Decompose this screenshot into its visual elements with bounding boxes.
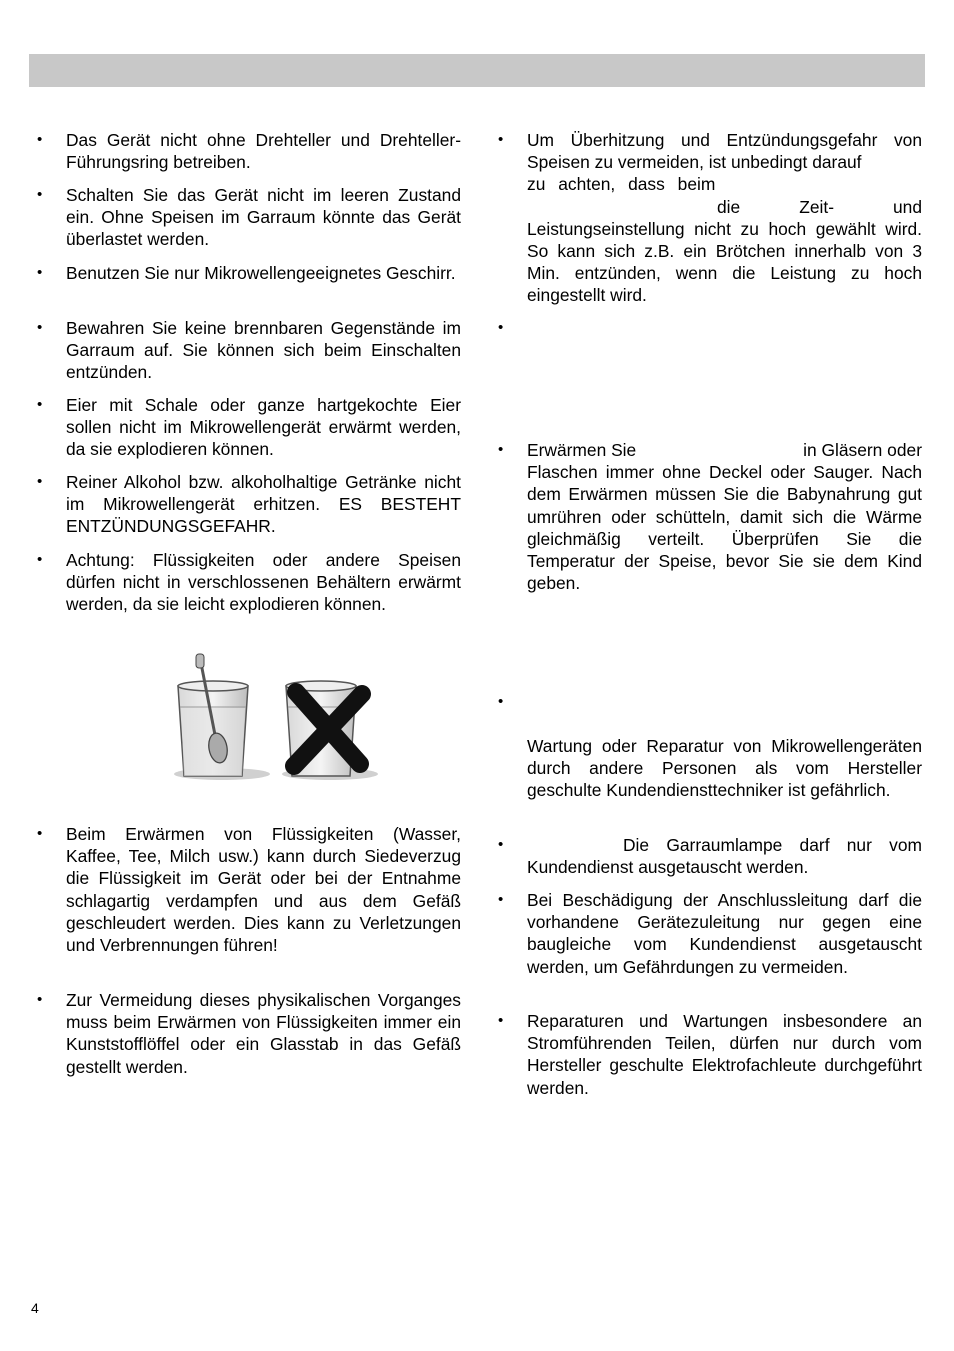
bullet: • <box>37 473 43 490</box>
bullet: • <box>37 186 43 203</box>
list-item <box>37 262 461 284</box>
list-item-text: Beim Erwärmen von Flüssigkeiten (Wasser, Kaffee, Tee, Milch usw.) kann durch Siedeverzug die Flüssigkeit im Gerät oder bei der Entnahme schlagartig verdampfen und aus dem Gefäß geschleudert werden. Dies kann zu Verletzungen und Verbrennungen führen! <box>66 824 461 956</box>
bullet: • <box>498 1012 504 1029</box>
list-item <box>37 823 461 956</box>
list-item-text: zu achten, dass beim <box>527 174 716 195</box>
bullet: • <box>37 396 43 413</box>
bullet: • <box>37 991 43 1008</box>
list-item-text: Achtung: Flüssigkeiten oder andere Speisen dürfen nicht in verschlossenen Behältern erwärmt werden, da sie leicht explodieren können. <box>66 550 461 615</box>
list-item-text: die Zeit- und <box>717 196 922 217</box>
bullet: • <box>498 836 504 853</box>
list-item-text: Reparaturen und Wartungen insbesondere an Stromführenden Teilen, dürfen nur durch vom Hersteller geschulte Elektrofachleute durchgeführt werden. <box>527 1011 922 1098</box>
bullet: • <box>37 551 43 568</box>
glass-crossed-icon <box>286 681 362 776</box>
bullet: • <box>37 264 43 281</box>
list-item <box>498 691 922 802</box>
list-item-text: Wartung oder Reparatur von Mikrowellengeräten durch andere Personen als vom Hersteller geschulte Kundendiensttechniker ist gefährlich. <box>527 736 922 801</box>
bullet: • <box>498 693 504 710</box>
list-item-text: Schalten Sie das Gerät nicht im leeren Zustand ein. Ohne Speisen im Garraum könnte das Gerät überlastet werden. <box>66 185 461 250</box>
list-item-text: Die Garraumlampe darf nur vom Kundendienst ausgetauscht werden. <box>527 835 922 878</box>
list-item <box>498 129 922 307</box>
list-item-text: Erwärmen Sie <box>527 440 637 460</box>
bullet: • <box>37 131 43 148</box>
list-item-text: in Gläsern oder <box>803 440 922 460</box>
list-item <box>37 394 461 461</box>
bullet: • <box>498 441 504 458</box>
list-item <box>37 317 461 384</box>
list-item <box>37 549 461 616</box>
bullet: • <box>37 825 43 842</box>
list-item <box>37 989 461 1078</box>
page-number: 4 <box>31 1300 39 1316</box>
list-item-text: Benutzen Sie nur Mikrowellengeeignetes Geschirr. <box>66 263 456 283</box>
list-item <box>498 1010 922 1099</box>
list-item-text: Flaschen immer ohne Deckel oder Sauger. Nach dem Erwärmen müssen Sie die Babynahrung gut umrühren oder schütteln, damit sich die Wärme gleichmäßig verteilt. Überprüfen Sie die Temperatur der Speise, bevor Sie sie dem Kind geben. <box>527 462 922 594</box>
list-item-text: Um Überhitzung und Entzündungsgefahr von Speisen zu vermeiden, ist unbedingt darauf <box>527 130 922 173</box>
list-item <box>498 834 922 878</box>
bullet: • <box>498 319 504 336</box>
bullet: • <box>498 131 504 148</box>
list-item-text: Eier mit Schale oder ganze hartgekochte Eier sollen nicht im Mikrowellengerät erwärmt werden, da sie explodieren können. <box>66 395 461 460</box>
list-item <box>498 889 922 978</box>
bullet: • <box>37 319 43 336</box>
list-item-text: Das Gerät nicht ohne Drehteller und Drehteller-Führungsring betreiben. <box>66 130 461 173</box>
list-item-text: Reiner Alkohol bzw. alkoholhaltige Getränke nicht im Mikrowellengerät erhitzen. ES BESTEHT ENTZÜNDUNGSGEFAHR. <box>66 472 461 537</box>
list-item-text: Bei Beschädigung der Anschlussleitung darf die vorhandene Gerätezuleitung nur gegen eine baugleiche vom Kundendienst ausgetauscht werden, um Gefährdungen zu vermeiden. <box>527 890 922 977</box>
bullet: • <box>498 891 504 908</box>
header-bar <box>29 54 925 87</box>
list-item-text: Zur Vermeidung dieses physikalischen Vorganges muss beim Erwärmen von Flüssigkeiten immer ein Kunststofflöffel oder ein Glasstab in das Gefäß gestellt werden. <box>66 990 461 1077</box>
list-item-text: Leistungseinstellung nicht zu hoch gewählt wird. So kann sich z.B. ein Brötchen innerhalb von 3 Min. entzünden, wenn die Leistung zu hoch eingestellt wird. <box>527 218 922 306</box>
glass-with-spoon-icon <box>178 654 248 776</box>
list-item-text: Bewahren Sie keine brennbaren Gegenstände im Garraum auf. Sie können sich beim Einschalten entzünden. <box>66 318 461 383</box>
list-item <box>37 129 461 173</box>
list-item <box>37 471 461 538</box>
list-item <box>37 184 461 251</box>
glass-spoon-illustration <box>170 652 382 782</box>
list-item <box>498 439 922 594</box>
